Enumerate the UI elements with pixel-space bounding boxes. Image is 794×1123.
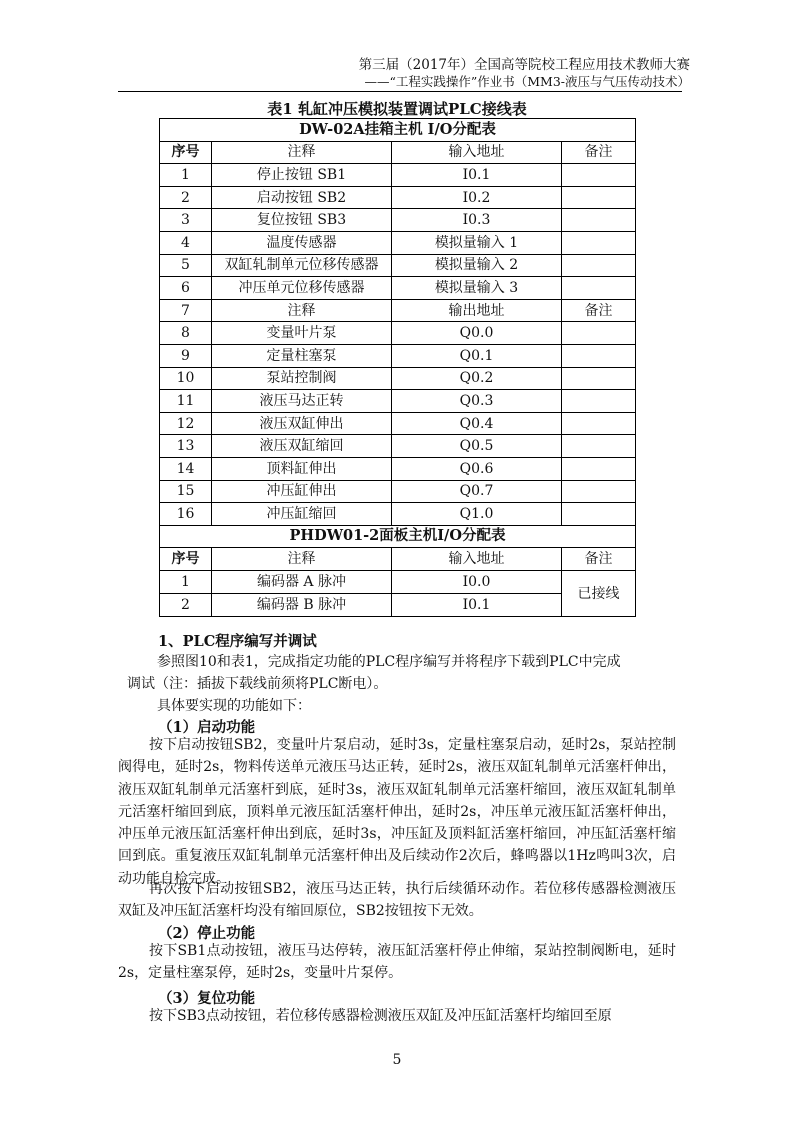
section-heading-plc: 1、PLC程序编写并调试: [158, 633, 317, 650]
row-remark: [562, 344, 636, 367]
table-row: [160, 480, 636, 503]
table-header-row: [160, 548, 636, 571]
row-number: 11: [160, 390, 212, 413]
row-number: 5: [160, 254, 212, 277]
row-note: 冲压缸缩回: [212, 503, 392, 526]
row-number: 1: [160, 164, 212, 187]
table-row: [160, 119, 636, 142]
table-row: [160, 367, 636, 390]
col-header-remark: 备注: [562, 299, 636, 322]
table-row: [160, 231, 636, 254]
paragraph-stop-function: 按下SB1点动按钮，液压马达停转，液压缸活塞杆停止伸缩，泵站控制阀断电，延时2s，定量柱塞泵停，延时2s，变量叶片泵停。: [118, 943, 676, 982]
row-address: I0.2: [392, 186, 562, 209]
row-address: Q0.2: [392, 367, 562, 390]
table-row: [160, 435, 636, 458]
row-number: 14: [160, 457, 212, 480]
header-subtitle: ——“工程实践操作”作业书（MM3-液压与气压传动技术）: [364, 74, 690, 89]
row-number: 8: [160, 322, 212, 345]
table-row: [160, 570, 636, 593]
row-number: 2: [160, 186, 212, 209]
io-table-body: [160, 119, 636, 617]
row-address: I0.1: [392, 164, 562, 187]
row-number: 12: [160, 412, 212, 435]
table-row: [160, 209, 636, 232]
subheading-stop: （2）停止功能: [158, 925, 256, 942]
row-note: 液压双缸缩回: [212, 435, 392, 458]
col-header-note: 注释: [212, 141, 392, 164]
row-remark: [562, 412, 636, 435]
output-header-row: [160, 299, 636, 322]
row-remark: [562, 164, 636, 187]
row-address: Q0.7: [392, 480, 562, 503]
row-address: Q0.0: [392, 322, 562, 345]
row-remark: [562, 186, 636, 209]
row-number: 6: [160, 277, 212, 300]
table-row: [160, 390, 636, 413]
row-address: I0.0: [392, 570, 562, 593]
row-note: 液压双缸伸出: [212, 412, 392, 435]
page-number: 5: [392, 1052, 402, 1068]
header-rule: [118, 91, 682, 92]
row-address: Q1.0: [392, 503, 562, 526]
table-row: [160, 277, 636, 300]
row-address: Q0.5: [392, 435, 562, 458]
intro-line-3: 具体要实现的功能如下：: [157, 698, 311, 714]
row-remark: [562, 209, 636, 232]
row-address: I0.3: [392, 209, 562, 232]
subheading-reset: （3）复位功能: [158, 990, 256, 1007]
table-row: [160, 344, 636, 367]
row-note: 停止按钮 SB1: [212, 164, 392, 187]
paragraph-restart: 再次按下启动按钮SB2，液压马达正转，执行后续循环动作。若位移传感器检测液压双缸及冲压缸活塞杆均没有缩回原位，SB2按钮按下无效。: [118, 881, 676, 920]
row-note: 温度传感器: [212, 231, 392, 254]
table-header-row: [160, 141, 636, 164]
row-number: 16: [160, 503, 212, 526]
row-number: 9: [160, 344, 212, 367]
row-number: 3: [160, 209, 212, 232]
col-header-addr: 输入地址: [392, 141, 562, 164]
intro-line-2: 调试（注：插拔下载线前须将PLC断电）。: [127, 676, 388, 692]
row-note: 冲压缸伸出: [212, 480, 392, 503]
table-caption: 表1 轧缸冲压模拟装置调试PLC接线表: [267, 100, 527, 118]
row-number: 13: [160, 435, 212, 458]
row-address: I0.1: [392, 594, 562, 617]
table-row: [160, 457, 636, 480]
col-header-addr: 输入地址: [392, 548, 562, 571]
table-row: [160, 503, 636, 526]
row-remark: [562, 367, 636, 390]
row-remark: [562, 435, 636, 458]
intro-line-1: 参照图10和表1，完成指定功能的PLC程序编写并将程序下载到PLC中完成: [157, 654, 621, 670]
col-header-note: 注释: [212, 548, 392, 571]
subheading-start: （1）启动功能: [158, 719, 256, 736]
col-header-note: 注释: [212, 299, 392, 322]
row-note: 液压马达正转: [212, 390, 392, 413]
row-note: 变量叶片泵: [212, 322, 392, 345]
col-header-output-addr: 输出地址: [392, 299, 562, 322]
row-remark: [562, 480, 636, 503]
table-row: [160, 186, 636, 209]
row-note: 复位按钮 SB3: [212, 209, 392, 232]
row-remark: [562, 457, 636, 480]
table-row: [160, 412, 636, 435]
row-address: 模拟量输入 2: [392, 254, 562, 277]
row-note: 双缸轧制单元位移传感器: [212, 254, 392, 277]
row-remark: [562, 254, 636, 277]
row-note: 冲压单元位移传感器: [212, 277, 392, 300]
row-number: 1: [160, 570, 212, 593]
row-number: 10: [160, 367, 212, 390]
row-address: 模拟量输入 1: [392, 231, 562, 254]
row-number: 2: [160, 594, 212, 617]
row-remark: [562, 322, 636, 345]
table-row: [160, 525, 636, 548]
col-header-remark: 备注: [562, 548, 636, 571]
col-header-no: 序号: [160, 141, 212, 164]
col-header-remark: 备注: [562, 141, 636, 164]
row-note: 编码器 B 脉冲: [212, 594, 392, 617]
row-address: Q0.6: [392, 457, 562, 480]
row-note: 编码器 A 脉冲: [212, 570, 392, 593]
table-row: [160, 322, 636, 345]
row-note: 启动按钮 SB2: [212, 186, 392, 209]
row-note: 顶料缸伸出: [212, 457, 392, 480]
paragraph-reset-function: 按下SB3点动按钮，若位移传感器检测液压双缸及冲压缸活塞杆均缩回至原: [149, 1008, 612, 1024]
row-address: Q0.3: [392, 390, 562, 413]
row-remark: [562, 277, 636, 300]
section-title-phdw01: PHDW01-2面板主机I/O分配表: [160, 525, 636, 548]
row-address: 模拟量输入 3: [392, 277, 562, 300]
row-number: 15: [160, 480, 212, 503]
io-assignment-table: [159, 118, 636, 617]
row-number: 4: [160, 231, 212, 254]
row-address: Q0.4: [392, 412, 562, 435]
row-address: Q0.1: [392, 344, 562, 367]
row-remark: [562, 390, 636, 413]
row-number: 7: [160, 299, 212, 322]
row-note: 定量柱塞泵: [212, 344, 392, 367]
section-title-dw02a: DW-02A挂箱主机 I/O分配表: [160, 119, 636, 142]
header-title: 第三届（2017年）全国高等院校工程应用技术教师大赛: [358, 57, 690, 73]
table-row: [160, 254, 636, 277]
paragraph-start-function: 按下启动按钮SB2，变量叶片泵启动，延时3s，定量柱塞泵启动，延时2s，泵站控制阀得电，延时2s，物料传送单元液压马达正转，延时2s，液压双缸轧制单元活塞杆伸出，液压双缸轧制单元活塞杆到底，延时3s，液压双缸轧制单元活塞杆缩回，液压双缸轧制单元活塞杆缩回到底，顶料单元液压缸活塞杆伸出，延时2s，冲压单元液压缸活塞杆伸出，冲压单元液压缸活塞杆伸出到底，延时3s，冲压缸及顶料缸活塞杆缩回，冲压缸活塞杆缩回到底。重复液压双缸轧制单元活塞杆伸出及后续动作2次后，蜂鸣器以1Hz鸣叫3次，启动功能自检完成。: [118, 737, 676, 887]
col-header-no: 序号: [160, 548, 212, 571]
panel-remark: 已接线: [562, 570, 636, 616]
row-note: 泵站控制阀: [212, 367, 392, 390]
table-row: [160, 164, 636, 187]
row-remark: [562, 231, 636, 254]
row-remark: [562, 503, 636, 526]
